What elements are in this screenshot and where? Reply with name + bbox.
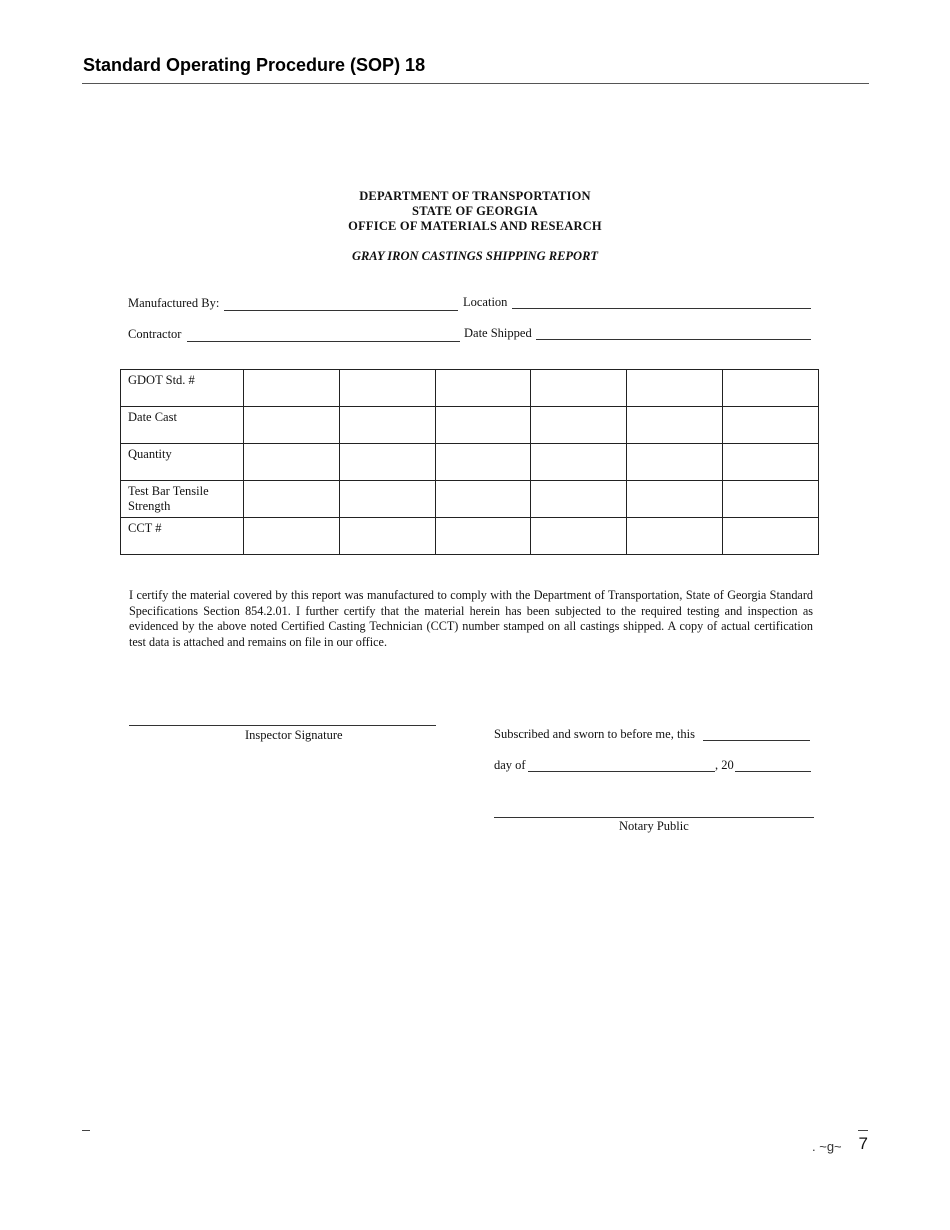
- table-entry-cell[interactable]: [627, 518, 723, 555]
- date-shipped-label: Date Shipped: [464, 326, 532, 340]
- table-row: [121, 518, 819, 555]
- table-row: [121, 444, 819, 481]
- table-entry-cell[interactable]: [723, 407, 819, 444]
- table-entry-cell[interactable]: [244, 407, 340, 444]
- table-entry-cell[interactable]: [339, 444, 435, 481]
- table-row: [121, 370, 819, 407]
- table-row: [121, 481, 819, 518]
- table-entry-cell[interactable]: [435, 407, 531, 444]
- table-entry-cell[interactable]: [627, 481, 723, 518]
- notary-public-label: Notary Public: [619, 819, 689, 833]
- report-title: GRAY IRON CASTINGS SHIPPING REPORT: [351, 249, 599, 263]
- table-entry-cell[interactable]: [435, 518, 531, 555]
- casting-data-table: [120, 369, 819, 555]
- subscribed-date-field[interactable]: [703, 740, 810, 741]
- table-entry-cell[interactable]: [723, 481, 819, 518]
- table-entry-cell[interactable]: [244, 481, 340, 518]
- contractor-field[interactable]: [187, 341, 460, 342]
- table-row-label: Test Bar Tensile Strength: [121, 481, 244, 518]
- year-prefix: , 20: [715, 758, 734, 772]
- contractor-label: Contractor: [128, 327, 182, 341]
- table-row-label: Date Cast: [121, 407, 244, 444]
- manufactured-by-label: Manufactured By:: [128, 296, 220, 310]
- table-entry-cell[interactable]: [723, 444, 819, 481]
- day-of-label: day of: [494, 758, 526, 772]
- table-entry-cell[interactable]: [723, 370, 819, 407]
- table-entry-cell[interactable]: [531, 481, 627, 518]
- department-heading: [0, 189, 950, 234]
- subscribed-sworn-label: Subscribed and sworn to before me, this: [494, 727, 696, 741]
- table-entry-cell[interactable]: [339, 481, 435, 518]
- location-label: Location: [463, 295, 508, 309]
- footer-mark-right: [858, 1130, 868, 1131]
- table-entry-cell[interactable]: [531, 518, 627, 555]
- table-row-label: Quantity: [121, 444, 244, 481]
- table-entry-cell[interactable]: [531, 407, 627, 444]
- table-entry-cell[interactable]: [531, 370, 627, 407]
- table-row-label: GDOT Std. #: [121, 370, 244, 407]
- department-line-2: STATE OF GEORGIA: [412, 204, 538, 218]
- year-field[interactable]: [735, 771, 811, 772]
- table-entry-cell[interactable]: [723, 518, 819, 555]
- header-rule: [82, 83, 869, 84]
- table-entry-cell[interactable]: [244, 370, 340, 407]
- certification-statement: I certify the material covered by this report was manufactured to comply with the Department of Transportation, State of Georgia Standard Specifications Section 854.2.01. I further certify that the material herein has been subjected to the required testing and inspection as evidenced by the above noted Certified Casting Technician (CCT) number stamped on all castings shipped. A copy of actual certification test data is attached and remains on file in our office.: [129, 588, 813, 649]
- table-entry-cell[interactable]: [435, 370, 531, 407]
- table-entry-cell[interactable]: [339, 518, 435, 555]
- table-entry-cell[interactable]: [244, 444, 340, 481]
- page-title: Standard Operating Procedure (SOP) 18: [83, 55, 426, 75]
- page-number: 7: [858, 1134, 868, 1153]
- department-line-1: DEPARTMENT OF TRANSPORTATION: [359, 189, 591, 203]
- table-entry-cell[interactable]: [435, 481, 531, 518]
- notary-signature-line[interactable]: [494, 817, 814, 818]
- table-row-label: CCT #: [121, 518, 244, 555]
- day-of-month-field[interactable]: [528, 771, 715, 772]
- table-entry-cell[interactable]: [627, 407, 723, 444]
- table-entry-cell[interactable]: [627, 444, 723, 481]
- page-label: . ~g~: [812, 1139, 842, 1154]
- table-entry-cell[interactable]: [627, 370, 723, 407]
- table-row: [121, 407, 819, 444]
- table-entry-cell[interactable]: [435, 444, 531, 481]
- date-shipped-field[interactable]: [536, 339, 811, 340]
- table-entry-cell[interactable]: [339, 407, 435, 444]
- manufactured-by-field[interactable]: [224, 310, 458, 311]
- footer-mark-left: [82, 1130, 90, 1131]
- department-line-3: OFFICE OF MATERIALS AND RESEARCH: [348, 219, 602, 233]
- table-entry-cell[interactable]: [531, 444, 627, 481]
- location-field[interactable]: [512, 308, 811, 309]
- inspector-signature-line[interactable]: [129, 725, 436, 726]
- inspector-signature-label: Inspector Signature: [245, 728, 343, 742]
- table-entry-cell[interactable]: [339, 370, 435, 407]
- table-entry-cell[interactable]: [244, 518, 340, 555]
